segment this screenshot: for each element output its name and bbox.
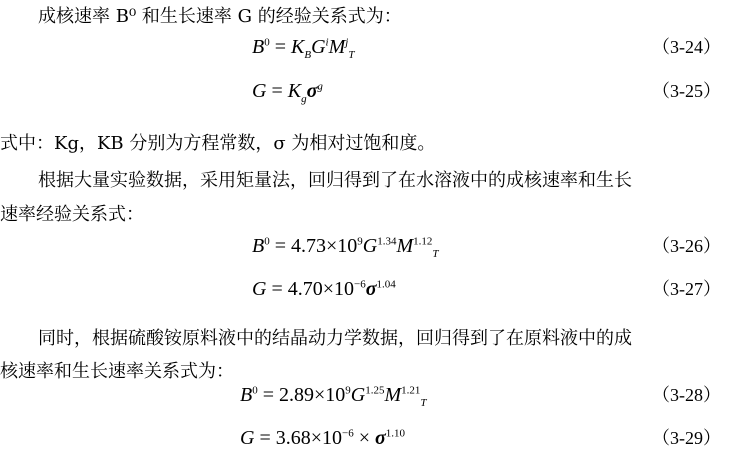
equation-3-25: $G = K_g\sigma^g$ — [252, 80, 323, 105]
equation-3-27: $G = 4.70\times 10^{-6}\sigma^{1.04}$ — [252, 278, 396, 300]
equation-number-3-24: （3-24） — [652, 37, 721, 57]
equation-3-29: $G = 3.68\times 10^{-6} \times \sigma^{1.10}$ — [240, 427, 406, 449]
paragraph-definitions — [0, 127, 435, 161]
paragraph-feed-solution-line1: 同时，根据硫酸铵原料液中的结晶动力学数据，回归得到了在原料液中的成 — [38, 328, 632, 349]
equation-number-3-27: （3-27） — [652, 279, 721, 299]
equation-number-3-29: （3-29） — [652, 428, 721, 448]
paragraph-definitions-text: 式中：Kg，KB 分别为方程常数，σ 为相对过饱和度。 — [0, 133, 436, 154]
equation-3-24: $B^0 = K_BG^iM^j_T$ — [252, 36, 355, 61]
paragraph-feed-solution-line2: 核速率和生长速率关系式为： — [0, 361, 234, 382]
equation-3-26: $B^0 = 4.73\times 10^9G^{1.34}M^{1.12}_T$ — [252, 235, 439, 260]
paragraph-water-solution-line1: 根据大量实验数据，采用矩量法，回归得到了在水溶液中的成核速率和生长 — [38, 170, 632, 191]
paragraph-intro-text: 成核速率 B⁰ 和生长速率 G 的经验关系式为： — [38, 6, 402, 27]
equation-number-3-25: （3-25） — [652, 81, 721, 101]
paragraph-water-solution-line2: 速率经验关系式： — [0, 204, 144, 225]
equation-3-28: $B^0 = 2.89\times 10^9G^{1.25}M^{1.21}_T$ — [240, 384, 427, 409]
equation-number-3-26: （3-26） — [652, 236, 721, 256]
equation-number-3-28: （3-28） — [652, 385, 721, 405]
